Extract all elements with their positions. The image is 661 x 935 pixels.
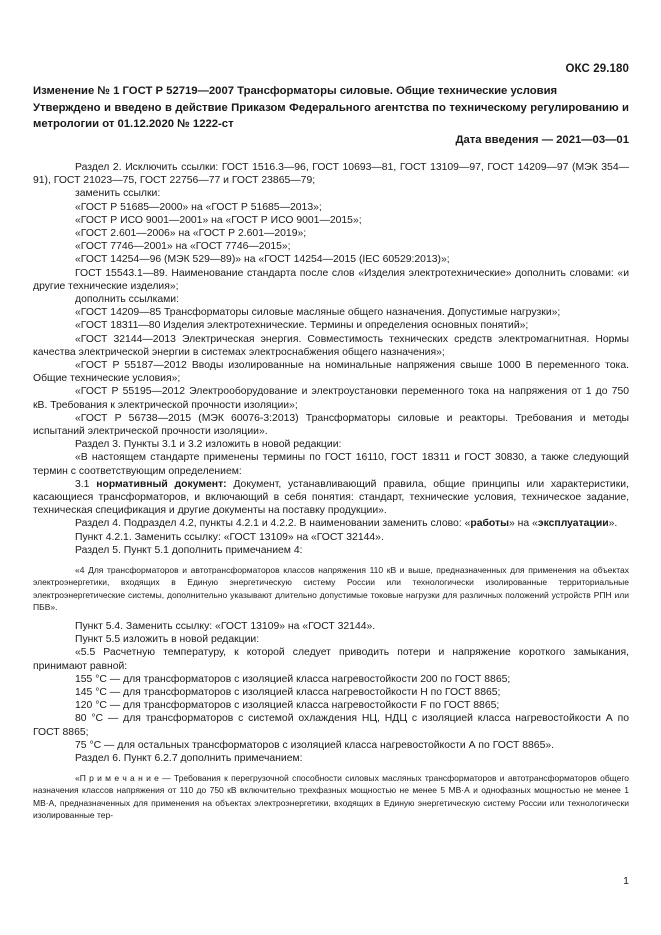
paragraph: «ГОСТ Р 55195—2012 Электрооборудование и электроустановки переменного тока на напряжения от 1 до 750 кВ. Требования к электрической прочности изоляции»; <box>33 386 629 411</box>
paragraph: «ГОСТ 14209—85 Трансформаторы силовые масляные общего назначения. Допустимые нагрузки»; <box>75 307 561 319</box>
term-number: 3.1 <box>75 478 97 490</box>
paragraph: «ГОСТ Р 56738—2015 (МЭК 60076-3:2013) Трансформаторы силовые и реакторы. Требования и методы испытаний электрической прочности изоляции». <box>33 412 629 438</box>
text-fragment: Раздел 4. Подраздел 4.2, пункты 4.2.1 и 4.2.2. В наименовании заменить слово: « <box>75 518 471 530</box>
paragraph: «ГОСТ 2.601—2006» на «ГОСТ Р 2.601—2019»; <box>75 228 307 240</box>
paragraph: «ГОСТ 7746—2001» на «ГОСТ 7746—2015»; <box>75 241 291 253</box>
paragraph: ГОСТ 15543.1—89. Наименование стандарта после слов «Изделия электротехнические» дополнить словами: «и другие технические изделия»; <box>33 267 629 292</box>
document-body <box>33 161 629 821</box>
paragraph: «ГОСТ 32144—2013 Электрическая энергия. Совместимость технических средств электромагнитная. Нормы качества электрической энергии в системах электроснабжения общего назначения»; <box>33 333 629 358</box>
document-title: Изменение № 1 ГОСТ Р 52719—2007 Трансформаторы силовые. Общие технические условия <box>33 85 558 97</box>
paragraph: заменить ссылки: <box>75 188 161 200</box>
paragraph: Раздел 3. Пункты 3.1 и 3.2 изложить в новой редакции: <box>75 439 342 451</box>
paragraph: Раздел 2. Исключить ссылки: ГОСТ 1516.3—96, ГОСТ 10693—81, ГОСТ 13109—97, ГОСТ 14209—97 (МЭК 354—91), ГОСТ 21023—75, ГОСТ 22756—77 и ГОСТ 23865—79; <box>33 162 629 187</box>
term-text: Документ, устанавливающий правила, общие принципы или характеристики, касающиеся трансформаторов, и включающий в себя понятия: стандарт, технические условия, техническое задание, техническая спецификация и другие документы на поставку продукции». <box>33 478 629 517</box>
paragraph: Пункт 4.2.1. Заменить ссылку: «ГОСТ 13109» на «ГОСТ 32144». <box>75 531 384 543</box>
paragraph: Пункт 5.5 изложить в новой редакции: <box>75 634 260 646</box>
paragraph: 75 °С — для остальных трансформаторов с изоляцией класса нагревостойкости А по ГОСТ 8865». <box>75 739 555 751</box>
term-definition <box>33 478 629 518</box>
paragraph: Раздел 5. Пункт 5.1 дополнить примечанием 4: <box>75 544 303 556</box>
text-fragment: ». <box>608 518 618 530</box>
paragraph: «ГОСТ Р ИСО 9001—2001» на «ГОСТ Р ИСО 9001—2015»; <box>75 214 362 226</box>
note-paragraph: «П р и м е ч а н и е — Требования к перегрузочной способности силовых масляных трансформаторов и автотрансформаторов общего назначения классов напряжения от 110 до 750 кВ включительно трехфазных мощностью не менее 5 МВ·А и однофазных мощностью не менее 1 МВ·А, предназначенных для применения на объектах электроэнергетики, входящих в Единую энергетическую систему России или технологически изолированные тер- <box>33 773 629 820</box>
page-number: 1 <box>623 875 629 887</box>
paragraph: 80 °С — для трансформаторов с системой охлаждения НЦ, НДЦ с изоляцией класса нагревостойкости А по ГОСТ 8865; <box>33 713 629 738</box>
paragraph: 145 °С — для трансформаторов с изоляцией класса нагревостойкости Н по ГОСТ 8865; <box>75 686 501 698</box>
paragraph: «ГОСТ 14254—96 (МЭК 529—89)» на «ГОСТ 14254—2015 (IEC 60529:2013)»; <box>75 254 450 266</box>
oks-code: ОКС 29.180 <box>565 63 629 75</box>
approval-statement: Утверждено и введено в действие Приказом Федерального агентства по техническому регулированию и метрологии от 01.12.2020 № 1222-ст <box>33 102 629 130</box>
bold-word: работы <box>470 518 509 530</box>
paragraph: «ГОСТ 18311—80 Изделия электротехнические. Термины и определения основных понятий»; <box>75 320 529 332</box>
paragraph: 155 °С — для трансформаторов с изоляцией класса нагревостойкости 200 по ГОСТ 8865; <box>75 673 511 685</box>
document-page <box>33 0 629 935</box>
paragraph: 120 °С — для трансформаторов с изоляцией класса нагревостойкости F по ГОСТ 8865; <box>75 700 500 712</box>
paragraph: Пункт 5.4. Заменить ссылку: «ГОСТ 13109» на «ГОСТ 32144». <box>75 620 376 632</box>
note-paragraph: «4 Для трансформаторов и автотрансформаторов классов напряжения 110 кВ и выше, предназначенных для применения на объектах электроэнергетики, входящих в Единую энергетическую систему России или технологически изолированные территориальные электроэнергетические системы, дополнительно указывают длительно допустимые токовые нагрузки для различных положений устройств РПН или ПБВ». <box>33 565 629 612</box>
paragraph: «5.5 Расчетную температуру, к которой следует приводить потери и напряжение короткого замыкания, принимают равной: <box>33 647 629 672</box>
paragraph: «ГОСТ Р 51685—2000» на «ГОСТ Р 51685—2013»; <box>75 201 322 213</box>
bold-word: эксплуатации <box>537 518 609 530</box>
text-fragment: » на « <box>508 518 538 530</box>
term-name: нормативный документ: <box>96 478 227 490</box>
paragraph: «В настоящем стандарте применены термины по ГОСТ 16110, ГОСТ 18311 и ГОСТ 30830, а также следующий термин с соответствующим определением: <box>33 452 629 477</box>
effective-date: Дата введения — 2021—03—01 <box>455 134 629 146</box>
paragraph <box>33 517 629 530</box>
paragraph: дополнить ссылками: <box>75 294 179 306</box>
paragraph: Раздел 6. Пункт 6.2.7 дополнить примечанием: <box>75 752 303 764</box>
paragraph: «ГОСТ Р 55187—2012 Вводы изолированные на номинальные напряжения свыше 1000 В переменного тока. Общие технические условия»; <box>33 360 629 385</box>
